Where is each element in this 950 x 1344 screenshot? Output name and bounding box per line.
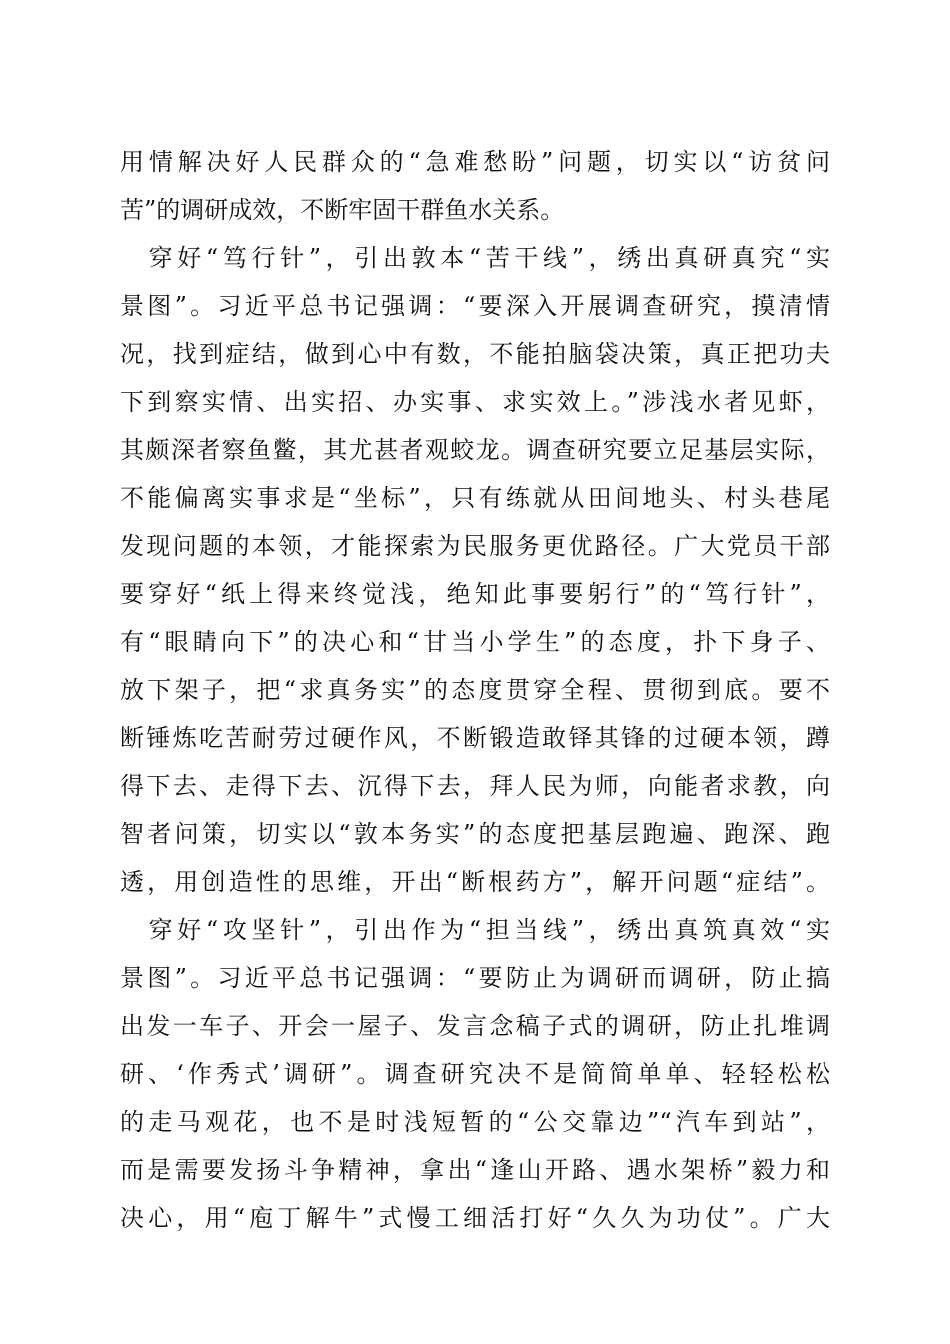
text-line: 出发一车子、开会一屋子、发言念稿子式的调研，防止扎堆调 [120, 1012, 830, 1040]
text-line: 透，用创造性的思维，开出“断根药方”，解开问题“症结”。 [120, 868, 830, 896]
text-line: 有“眼睛向下”的决心和“甘当小学生”的态度，扑下身子、 [120, 628, 830, 656]
body-text [120, 138, 830, 1242]
text-line: 而是需要发扬斗争精神，拿出“逢山开路、遇水架桥”毅力和 [120, 1156, 830, 1184]
text-line: 决心，用“庖丁解牛”式慢工细活打好“久久为功仗”。广大 [120, 1204, 830, 1232]
text-line: 得下去、走得下去、沉得下去，拜人民为师，向能者求教，向 [120, 772, 830, 800]
text-line: 况，找到症结，做到心中有数，不能拍脑袋决策，真正把功夫 [120, 340, 830, 368]
text-line: 智者问策，切实以“敦本务实”的态度把基层跑遍、跑深、跑 [120, 820, 830, 848]
text-line: 要穿好“纸上得来终觉浅，绝知此事要躬行”的“笃行针”， [120, 580, 830, 608]
text-line: 的走马观花，也不是时浅短暂的“公交靠边”“汽车到站”， [120, 1108, 830, 1136]
text-line: 苦”的调研成效，不断牢固干群鱼水关系。 [120, 196, 565, 224]
text-line: 下到察实情、出实招、办实事、求实效上。”涉浅水者见虾， [120, 388, 830, 416]
text-line: 研、‘作秀式’调研”。调查研究决不是简简单单、轻轻松松 [120, 1060, 830, 1088]
text-line: 穿好“攻坚针”，引出作为“担当线”，绣出真筑真效“实 [120, 916, 830, 944]
text-line: 用情解决好人民群众的“急难愁盼”问题，切实以“访贫问 [120, 148, 830, 176]
text-line: 发现问题的本领，才能探索为民服务更优路径。广大党员干部 [120, 532, 830, 560]
text-line: 不能偏离实事求是“坐标”，只有练就从田间地头、村头巷尾 [120, 484, 830, 512]
text-line: 景图”。习近平总书记强调：“要防止为调研而调研，防止搞 [120, 964, 830, 992]
text-line: 景图”。习近平总书记强调：“要深入开展调查研究，摸清情 [120, 292, 830, 320]
text-line: 其颇深者察鱼鳖，其尤甚者观蛟龙。调查研究要立足基层实际， [120, 436, 830, 464]
text-line: 穿好“笃行针”，引出敦本“苦干线”，绣出真研真究“实 [120, 244, 830, 272]
text-line: 放下架子，把“求真务实”的态度贯穿全程、贯彻到底。要不 [120, 676, 830, 704]
text-line: 断锤炼吃苦耐劳过硬作风，不断锻造敢铎其锋的过硬本领，蹲 [120, 724, 830, 752]
